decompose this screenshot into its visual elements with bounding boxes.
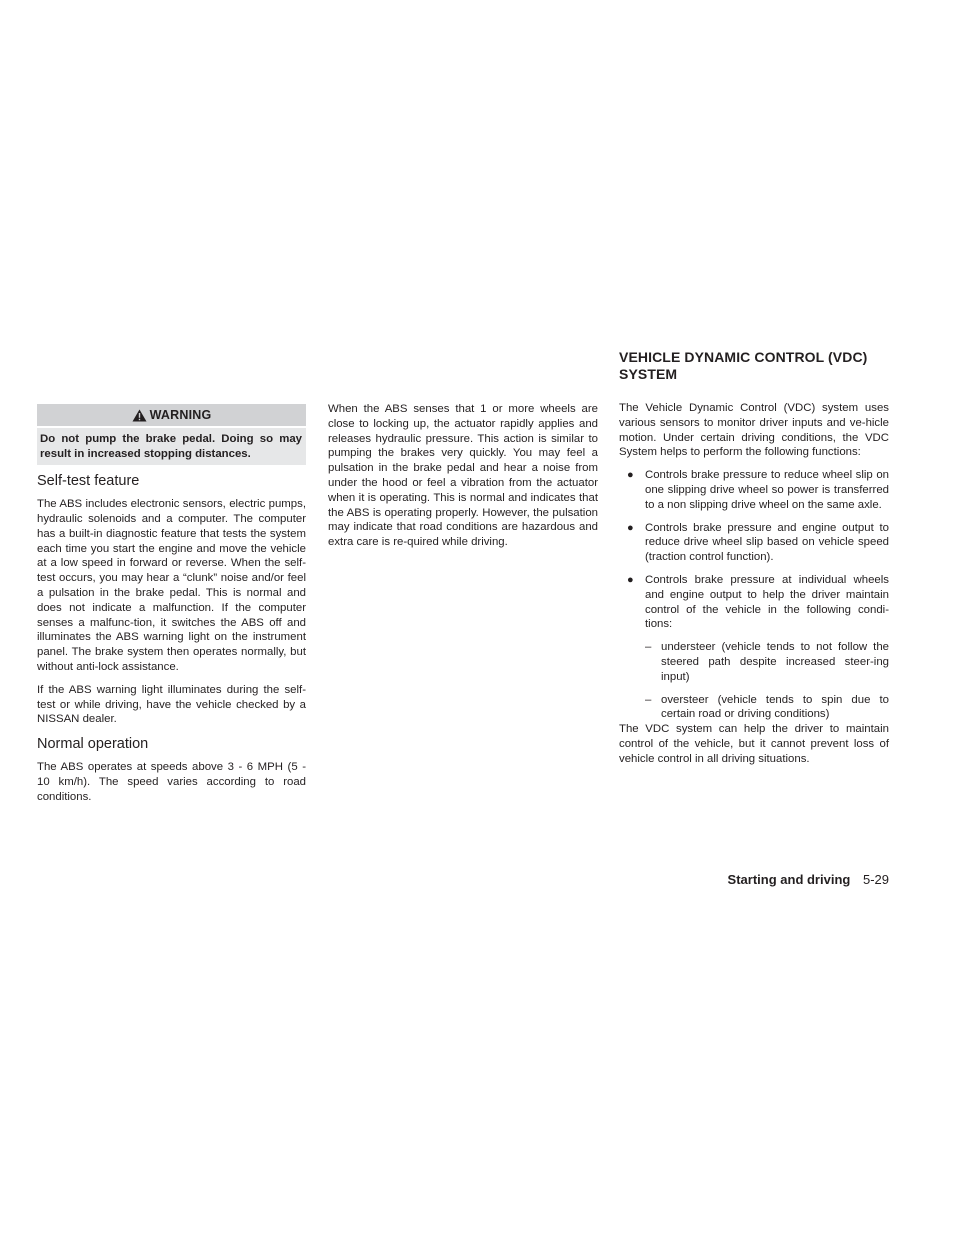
list-item: ● Controls brake pressure and engine output to reduce drive wheel slip based on vehicle speed (traction control function). xyxy=(627,521,889,564)
paragraph-normal-operation: The ABS operates at speeds above 3 - 6 MPH (5 - 10 km/h). The speed varies according to road conditions. xyxy=(37,761,306,803)
heading-self-test: Self-test feature xyxy=(37,473,140,490)
dash-icon: – xyxy=(645,641,652,654)
column-3 xyxy=(619,349,889,775)
warning-label: WARNING xyxy=(149,407,212,422)
heading-vdc: VEHICLE DYNAMIC CONTROL (VDC) SYSTEM xyxy=(619,349,868,382)
footer-section-title: Starting and driving xyxy=(727,872,851,887)
bullet-icon: ● xyxy=(627,469,634,482)
column-1 xyxy=(37,404,306,813)
list-item: ● Controls brake pressure at individual wheels and engine output to help the driver maintain control of the vehicle in the following condi-tions: – understeer (vehicle tends to not follow the steered path despite increased steer-ing input) – oversteer (vehicle tends to spin due to certain road or driving conditions) xyxy=(627,573,889,721)
page-number: 5-29 xyxy=(862,872,889,887)
bullet-icon: ● xyxy=(627,521,634,534)
dash-icon: – xyxy=(645,693,652,706)
list-item: – oversteer (vehicle tends to spin due to certain road or driving conditions) xyxy=(645,693,889,721)
column-2 xyxy=(328,402,598,558)
paragraph-abs-senses: When the ABS senses that 1 or more wheels are close to locking up, the actuator rapidly applies and releases hydraulic pressure. This action is similar to pumping the brakes very quickly. You may feel a pulsation in the brake pedal and hear a noise from under the hood or feel a vibration from the actuator when it is operating. This is normal and indicates that the ABS is operating properly. However, the pulsation may indicate that road conditions are hazardous and extra care is re-quired while driving. xyxy=(328,403,598,549)
warning-triangle-icon xyxy=(132,409,147,422)
paragraph-self-test: The ABS includes electronic sensors, electric pumps, hydraulic solenoids and a computer. The computer has a built-in diagnostic feature that tests the system each time you start the engine and move the vehicle at a low speed in forward or reverse. When the self-test occurs, you may hear a “clunk” noise and/or feel a pulsation in the brake pedal. This is normal and does not indicate a malfunction. If the computer senses a malfunc-tion, it switches the ABS off and illuminates the ABS warning light on the instrument panel. The brake system then operates normally, but without anti-lock assistance. xyxy=(37,498,306,673)
list-item: ● Controls brake pressure to reduce wheel slip on one slipping drive wheel so power is transferred to a non slipping drive wheel on the same axle. xyxy=(627,469,889,511)
warning-text: Do not pump the brake pedal. Doing so may result in increased stopping distances. xyxy=(37,428,306,465)
paragraph-vdc-intro: The Vehicle Dynamic Control (VDC) system uses various sensors to monitor driver inputs and ve-hicle motion. Under certain driving conditions, the VDC System helps to perform the following functions: xyxy=(619,402,889,459)
heading-normal-operation: Normal operation xyxy=(37,736,149,753)
page-footer xyxy=(728,872,889,887)
vdc-function-list xyxy=(619,468,889,722)
warning-header xyxy=(37,404,306,426)
warning-box xyxy=(37,404,306,465)
condition-list xyxy=(645,640,889,722)
paragraph-warning-light: If the ABS warning light illuminates during the self-test or while driving, have the vehicle checked by a NISSAN dealer. xyxy=(37,683,306,726)
list-item: – understeer (vehicle tends to not follow the steered path despite increased steer-ing input) xyxy=(645,641,889,683)
bullet-icon: ● xyxy=(627,573,634,586)
paragraph-vdc-outro: The VDC system can help the driver to maintain control of the vehicle, but it cannot prevent loss of vehicle control in all driving situations. xyxy=(619,723,889,765)
